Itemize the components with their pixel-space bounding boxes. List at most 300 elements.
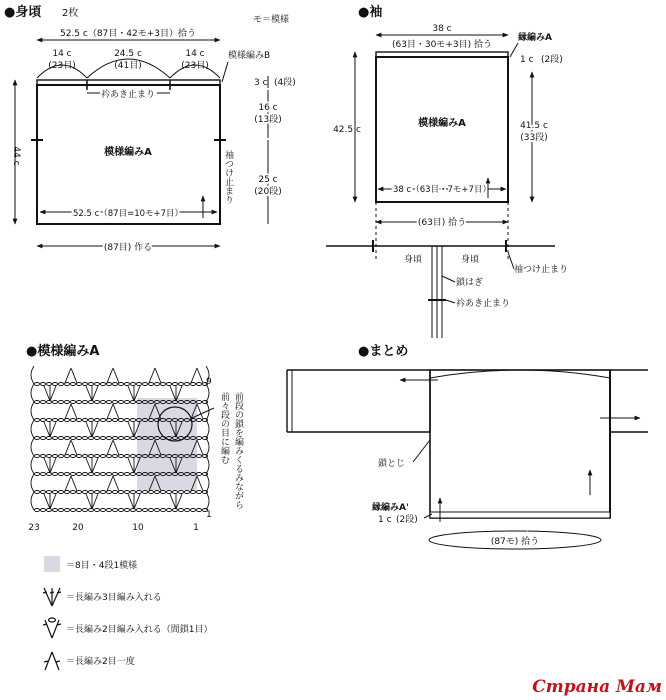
chain-stitch [100,491,105,494]
chain-stitch [196,473,201,476]
chain-stitch [34,437,39,440]
chain-stitch [82,491,87,494]
chain-stitch [124,437,129,440]
chain-stitch [124,491,129,494]
treble-stitch [191,368,197,383]
chain-stitch [40,473,45,476]
column-number: 23 [28,523,40,533]
chain-stitch [34,509,39,512]
chain-stitch [46,437,51,440]
chain-seam-leader [442,276,455,282]
chain-stitch [130,419,135,422]
turning-chain-left [31,492,34,510]
turning-chain-left [31,384,34,402]
treble-stitch [71,368,77,383]
chain-stitch [124,509,129,512]
sleeve-edge-leader [510,43,518,57]
chain-stitch [124,401,129,404]
treble-stitch [92,458,98,473]
chain-stitch [76,401,81,404]
assembly-back-outline [287,370,430,432]
chain-stitch [196,509,201,512]
chain-stitch [184,491,189,494]
treble-stitch [65,440,71,455]
chain-stitch [118,437,123,440]
chain-stitch [52,473,57,476]
chain-stitch [106,473,111,476]
chain-stitch [190,509,195,512]
chain-stitch [130,401,135,404]
chain-stitch [82,455,87,458]
treble-stitch [50,386,56,401]
chain-stitch [58,509,63,512]
join-sleeve-stop-leader [508,252,514,269]
chain-seam-label: 鎖はぎ [456,278,484,288]
turning-chain-right [206,456,209,474]
row-number-top: 9 [206,377,212,387]
chain-stitch [88,455,93,458]
chain-stitch [100,473,105,476]
treble-stitch [107,440,113,455]
treble-stitch [86,386,92,401]
chain-stitch [112,419,117,422]
treble-stitch [113,440,119,455]
body-panel-diagram [4,4,296,253]
sleeve-height-right-label: 41.5 c [520,121,548,131]
column-numbers [28,523,199,533]
treble-stitch [113,404,119,419]
sleeve-edge-label: 縁編みA [518,33,552,43]
chain-stitch [34,491,39,494]
chain-stitch [46,419,51,422]
chain-stitch [112,491,117,494]
chain-stitch [112,455,117,458]
chain-stitch [88,437,93,440]
chain-stitch [94,473,99,476]
chain-stitch [46,401,51,404]
chart-row [31,366,209,386]
treble-stitch [65,368,71,383]
chain-stitch [172,383,177,386]
chain-stitch [154,491,159,494]
chain-stitch [106,401,111,404]
chain-stitch [34,473,39,476]
chain-stitch [52,509,57,512]
chain-stitch [64,437,69,440]
treble-stitch [71,440,77,455]
assembly-right-outline [610,370,648,432]
assembly-edge-rows: (2段) [396,515,418,525]
chain-stitch [94,383,99,386]
sleeve-pickup-label: (63目) 拾う [417,218,467,228]
chain-stitch [58,419,63,422]
row-number-bottom: 1 [206,510,212,520]
assembly-body-rectangle [430,370,610,518]
chain-stitch [112,383,117,386]
body-piece-count: 2枚 [62,8,79,19]
chain-stitch [82,509,87,512]
top-width-label: 52.5 c（87目・42モ+3目）拾う [59,29,197,39]
sleeve-width-stitches: (63目・30モ+3目) 拾う [391,40,493,50]
body-pattern-label: 模様編みA [104,147,152,158]
left-shoulder-width: 14 c [52,49,72,59]
chain-stitch [136,383,141,386]
chain-stitch [196,383,201,386]
repeat-shading [137,398,197,490]
treble-stitch [86,458,92,473]
column-number: 20 [72,523,84,533]
chain-stitch [52,383,57,386]
turning-chain-right [206,420,209,438]
chain-stitch [196,437,201,440]
left-shoulder-stitches: (23目) [48,61,76,71]
join-neck-stop-leader [446,300,455,303]
dim-3c-rows: (4段) [274,78,296,88]
key-tr2tog-symbol [44,652,60,670]
assembly-neck-curve [430,370,610,378]
chain-stitch [178,491,183,494]
chain-stitch [88,509,93,512]
chain-stitch [118,509,123,512]
chain-stitch [94,401,99,404]
chain-stitch [172,491,177,494]
dim-25c: 25 c [258,175,278,185]
treble-stitch [197,404,203,419]
chain-stitch [136,491,141,494]
bottom-make-label: (87目) 作る [103,243,153,253]
chain-stitch [76,491,81,494]
column-number: 1 [193,523,199,533]
chain-stitch [58,491,63,494]
chain-stitch [130,491,135,494]
treble-stitch [86,494,92,509]
chain-stitch [82,437,87,440]
turning-chain-right [206,492,209,510]
chain-stitch [82,383,87,386]
chain-stitch [76,437,81,440]
chain-stitch [118,383,123,386]
treble-stitch [65,476,71,491]
chain-stitch [118,491,123,494]
chain-stitch [142,491,147,494]
treble-stitch [50,494,56,509]
stitch-note-col-2: 前々段の目に編む [219,392,229,464]
key-item-3-text: ＝長編み2目一度 [66,657,135,667]
sleeve-bottom-inner-label: 38 c（63目・7モ+7目） [393,185,491,195]
chain-stitch [160,491,165,494]
chain-stitch [142,383,147,386]
chain-stitch [46,455,51,458]
right-shoulder-stitches: (23目) [181,61,209,71]
chain-stitch [112,509,117,512]
chain-stitch [94,491,99,494]
chain-stitch [64,509,69,512]
turning-chain-left [31,474,34,492]
chain-stitch [178,509,183,512]
chain-stitch [160,383,165,386]
chain-stitch [154,383,159,386]
treble-stitch [71,404,77,419]
chain-stitch [94,455,99,458]
treble-stitch [107,368,113,383]
join-neck-stop-label: 衿あき止まり [456,299,511,309]
sleeve-width: 38 c [432,24,452,34]
turning-chain-right [206,474,209,492]
edge-b-label: 模様編みB [228,51,271,61]
stitch-note-col-1: 前段の鎖を編みくるみながら [233,392,243,509]
sleeve-stop-label: 袖つけ止まり [223,150,233,204]
chart-row [31,492,209,512]
chain-stitch [142,509,147,512]
chain-join-label: 鎖とじ [378,459,406,469]
chain-stitch [52,419,57,422]
chain-stitch [82,401,87,404]
key-shaded-square [44,556,60,572]
body-section-title: ●身頃 [4,5,42,20]
treble-stitch [197,476,203,491]
treble-stitch [128,422,134,437]
treble-stitch [197,440,203,455]
chain-stitch [58,383,63,386]
chain-stitch [172,509,177,512]
chain-stitch [100,455,105,458]
chain-stitch [34,455,39,458]
chain-stitch [112,473,117,476]
chain-stitch [160,509,165,512]
treble-stitch [134,494,140,509]
dim-16c-rows: (13段) [254,115,282,125]
dim-25c-rows: (20段) [254,187,282,197]
sleeve-section-title: ●袖 [358,5,383,20]
chain-stitch [70,437,75,440]
chain-stitch [46,491,51,494]
chain-stitch [100,509,105,512]
chain-stitch [154,509,159,512]
chain-stitch [130,455,135,458]
chain-stitch [94,509,99,512]
assembly-edge-label: 縁編みA' [372,503,409,513]
chain-stitch [130,473,135,476]
neck-width: 24.5 c [114,49,142,59]
sleeve-height-right-rows: (33段) [520,133,548,143]
join-body-label-2: 身頃 [461,255,480,265]
chain-stitch [196,491,201,494]
treble-stitch [113,476,119,491]
chain-stitch [70,473,75,476]
symbol-key [43,556,212,670]
chain-stitch [40,455,45,458]
chain-stitch [100,437,105,440]
chain-stitch [70,509,75,512]
chain-stitch [58,473,63,476]
chain-stitch [196,455,201,458]
body-height-label: 44 c [11,146,21,166]
chain-stitch [34,383,39,386]
chain-stitch [46,473,51,476]
column-number: 10 [132,523,144,533]
chain-stitch [118,401,123,404]
chain-stitch [130,509,135,512]
treble-stitch [149,368,155,383]
treble-stitch [44,458,50,473]
treble-stitch [65,404,71,419]
key-item-1-text: ＝長編み3目編み入れる [66,593,162,603]
assembly-edge-band [430,512,610,518]
join-body-label: 身頃 [404,255,423,265]
chain-stitch [76,455,81,458]
treble-stitch [86,422,92,437]
chain-stitch [94,419,99,422]
chain-stitch [40,401,45,404]
chain-stitch [124,473,129,476]
chain-stitch [118,473,123,476]
chain-stitch [40,509,45,512]
turning-chain-left [31,420,34,438]
chain-stitch [100,401,105,404]
chain-join-leader [413,440,430,462]
chain-stitch [76,383,81,386]
treble-stitch [128,458,134,473]
pattern-legend-mo: モ＝模様 [253,15,290,25]
chart-row [31,384,209,404]
chain-stitch [184,509,189,512]
chain-stitch [100,419,105,422]
key-tr2-ch1-symbol [43,618,61,638]
treble-stitch [92,422,98,437]
turning-chain-left [31,438,34,456]
chain-stitch [88,491,93,494]
edge-b-leader [222,62,228,82]
assembly-diagram [287,344,648,549]
key-item-0-text: ＝8目・4段1模様 [66,561,138,571]
treble-stitch [128,494,134,509]
sleeve-diagram [326,4,568,338]
assembly-pickup-label: (87モ) 拾う [490,537,540,547]
chain-stitch [124,419,129,422]
chain-stitch [70,401,75,404]
chain-stitch [70,383,75,386]
dim-3c: 3 c [254,78,268,88]
treble-stitch [50,422,56,437]
chain-stitch [40,383,45,386]
chain-stitch [196,419,201,422]
chain-stitch [82,473,87,476]
right-shoulder-width: 14 c [185,49,205,59]
chain-stitch [100,383,105,386]
sleeve-height-left-label: 42.5 c [333,125,361,135]
treble-stitch [71,476,77,491]
chain-stitch [58,401,63,404]
chain-stitch [46,383,51,386]
chain-stitch [166,491,171,494]
chain-stitch [118,455,123,458]
chain-stitch [118,419,123,422]
chain-stitch [88,383,93,386]
chain-stitch [46,509,51,512]
treble-stitch [50,458,56,473]
bottom-inner-label: 52.5 c（87目=10モ+7目） [72,209,184,219]
sleeve-edge-rows: (2段) [541,55,563,65]
chain-stitch [196,401,201,404]
chain-stitch [166,383,171,386]
key-tr3-symbol [43,588,61,606]
treble-stitch [44,494,50,509]
chain-stitch [52,455,57,458]
treble-stitch [155,368,161,383]
chain-stitch [124,455,129,458]
chain-stitch [70,455,75,458]
chain-stitch [112,437,117,440]
turning-chain-left [31,402,34,420]
chain-stitch [88,473,93,476]
chain-stitch [40,491,45,494]
chain-stitch [130,437,135,440]
treble-stitch [128,386,134,401]
chain-stitch [70,491,75,494]
turning-chain-left [31,366,34,384]
treble-stitch [107,476,113,491]
chain-stitch [136,509,141,512]
assembly-edge-height: 1 c [378,515,392,525]
chain-stitch [94,437,99,440]
sleeve-edge-height: 1 c [520,55,534,65]
chain-stitch [124,383,129,386]
chain-stitch [88,419,93,422]
chain-stitch [58,455,63,458]
chain-stitch [178,383,183,386]
chain-stitch [166,509,171,512]
chain-stitch [64,473,69,476]
treble-stitch [44,386,50,401]
chain-stitch [52,401,57,404]
chain-stitch [106,437,111,440]
chain-stitch [70,419,75,422]
chain-stitch [112,401,117,404]
chain-stitch [148,509,153,512]
watermark-text: Страна Мам [532,677,662,697]
assembly-section-title: ●まとめ [358,344,409,359]
chain-stitch [40,437,45,440]
dim-16c: 16 c [258,103,278,113]
stitch-chart [26,343,244,533]
treble-stitch [107,404,113,419]
turning-chain-right [206,438,209,456]
chain-stitch [82,419,87,422]
chain-stitch [88,401,93,404]
treble-stitch [92,494,98,509]
chain-stitch [52,437,57,440]
chain-stitch [130,383,135,386]
treble-stitch [170,494,176,509]
chain-stitch [76,473,81,476]
chain-stitch [64,401,69,404]
sleeve-pattern-label: 模様編みA [418,118,466,129]
neck-stop-label: 衿あき止まり [100,90,156,100]
chain-stitch [76,419,81,422]
stitch-chart-title: ●模様編みA [26,344,100,359]
treble-stitch [176,494,182,509]
chain-stitch [52,491,57,494]
join-sleeve-stop-label: 袖つけ止まり [514,265,569,275]
chain-stitch [184,383,189,386]
chain-stitch [40,419,45,422]
chain-stitch [58,437,63,440]
chain-stitch [76,509,81,512]
turning-chain-left [31,456,34,474]
treble-stitch [197,368,203,383]
chain-stitch [34,419,39,422]
treble-stitch [44,422,50,437]
